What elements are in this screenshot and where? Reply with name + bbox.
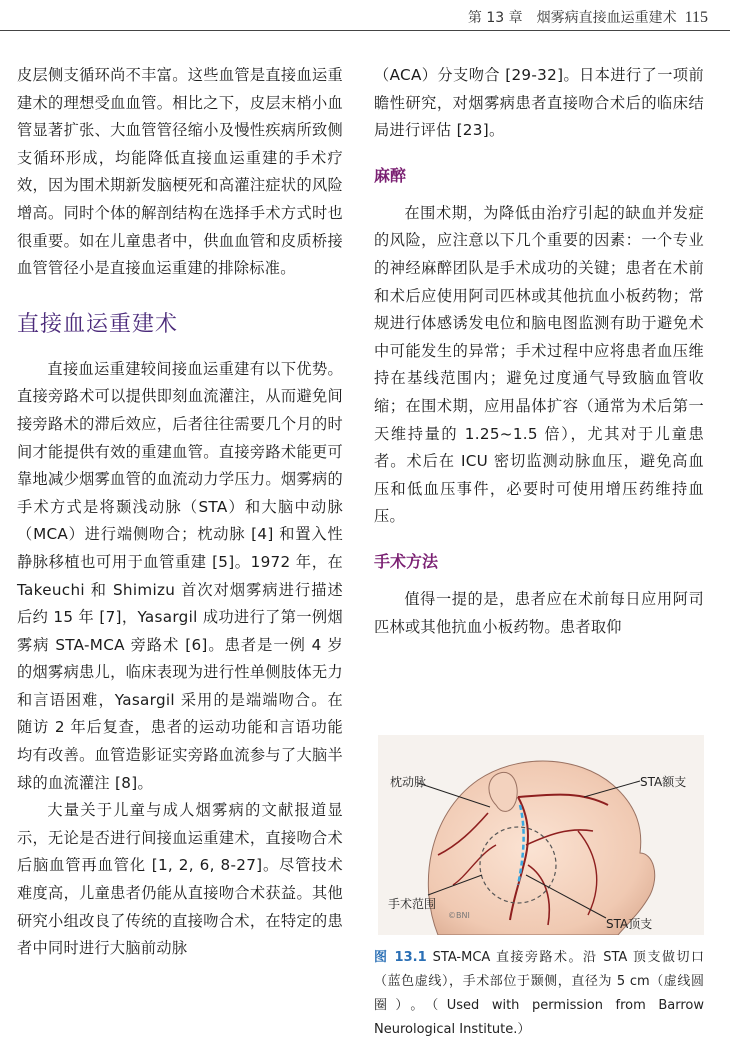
left-column: [17, 62, 343, 963]
figure-caption: [374, 946, 704, 1042]
page-header: [0, 0, 730, 30]
body-paragraph-2: 直接血运重建较间接血运重建有以下优势。直接旁路术可以提供即刻血流灌注，从而避免间接旁路术的滞后效应，后者往往需要几个月的时间才能提供有效的重建血管。直接旁路术能更可靠地减少烟雾血管的血流动力学压力。烟雾病的手术方式是将颞浅动脉（STA）和大脑中动脉（MCA）进行端侧吻合；枕动脉 [4] 和置入性静脉移植也可用于血管重建 [5]。1972 年，在 Takeuchi 和 Shimizu 首次对烟雾病进行描述后约 15 年 [7]，Yasargil 成功进行了第一例烟雾病 STA-MCA 旁路术 [6]。患者是一例 4 岁的烟雾病患儿，临床表现为进行性单侧肢体无力和言语困难，Yasargil 采用的是端端吻合。在随访 2 年后复查，患者的运动功能和言语功能均有改善。血管造影证实旁路血流参与了大脑半球的血流灌注 [8]。: [17, 359, 343, 792]
subsection-heading-anesthesia: 麻醉: [374, 165, 407, 185]
subsection-heading-surgical-method: 手术方法: [374, 551, 439, 571]
figure-sta-mca-bypass: [378, 735, 704, 935]
figure-watermark: ©BNI: [448, 911, 470, 920]
body-paragraph-1: 皮层侧支循环尚不丰富。这些血管是直接血运重建术的理想受血血管。相比之下，皮层末梢小血管显著扩张、大血管管径缩小及慢性疾病所致侧支循环形成，均能降低直接血运重建的手术疗效，因为围术期新发脑梗死和高灌注症状的风险增高。同时个体的解剖结构在选择手术方式时也很重要。如在儿童患者中，供血血管和皮质桥接血管管径小是直接血运重建的排除标准。: [17, 66, 343, 278]
section-heading-direct-revascularization: 直接血运重建术: [17, 311, 179, 337]
chapter-title: 第 13 章 烟雾病直接血运重建术: [467, 10, 677, 26]
page-number: 115: [684, 9, 708, 26]
caption-text: STA-MCA 直接旁路术。沿 STA 顶支做切口（蓝色虚线），手术部位于颞侧，直径为 5 cm（虚线圆圈）。（Used with permission from Barrow Neurological Institute.）: [374, 950, 704, 1037]
right-column: [374, 62, 704, 641]
label-sta-frontal-branch: STA额支: [640, 775, 687, 789]
label-occipital-artery: 枕动脉: [390, 775, 427, 789]
header-rule: [0, 30, 730, 31]
label-surgical-area: 手术范围: [388, 897, 437, 911]
running-header: [468, 7, 708, 27]
caption-number: 图 13.1: [374, 950, 427, 965]
body-paragraph-3: 大量关于儿童与成人烟雾病的文献报道显示，无论是否进行间接血运重建术，直接吻合术后脑血管再血管化 [1, 2, 6, 8-27]。尽管技术难度高，儿童患者仍能从直接吻合术获益。其他研究小组改良了传统的直接吻合术，在特定的患者中同时进行大脑前动脉: [17, 801, 343, 958]
body-paragraph-4: （ACA）分支吻合 [29-32]。日本进行了一项前瞻性研究，对烟雾病患者直接吻合术后的临床结局进行评估 [23]。: [374, 66, 704, 140]
label-sta-parietal-branch: STA顶支: [606, 917, 653, 931]
body-paragraph-6: 值得一提的是，患者应在术前每日应用阿司匹林或其他抗血小板药物。患者取仰: [374, 589, 704, 636]
body-paragraph-5: 在围术期，为降低由治疗引起的缺血并发症的风险，应注意以下几个重要的因素：一个专业的神经麻醉团队是手术成功的关键；患者在术前和术后应使用阿司匹林或其他抗血小板药物；常规进行体感诱发电位和脑电图监测有助于避免术中可能发生的异常；手术过程中应将患者血压维持在基线范围内；避免过度通气导致脑血管收缩；在围术期，应用晶体扩容（通常为术后第一天维持量的 1.25~1.5 倍），尤其对于儿童患者。术后在 ICU 密切监测动脉血压，避免高血压和低血压事件，必要时可使用增压药维持血压。: [374, 203, 704, 526]
